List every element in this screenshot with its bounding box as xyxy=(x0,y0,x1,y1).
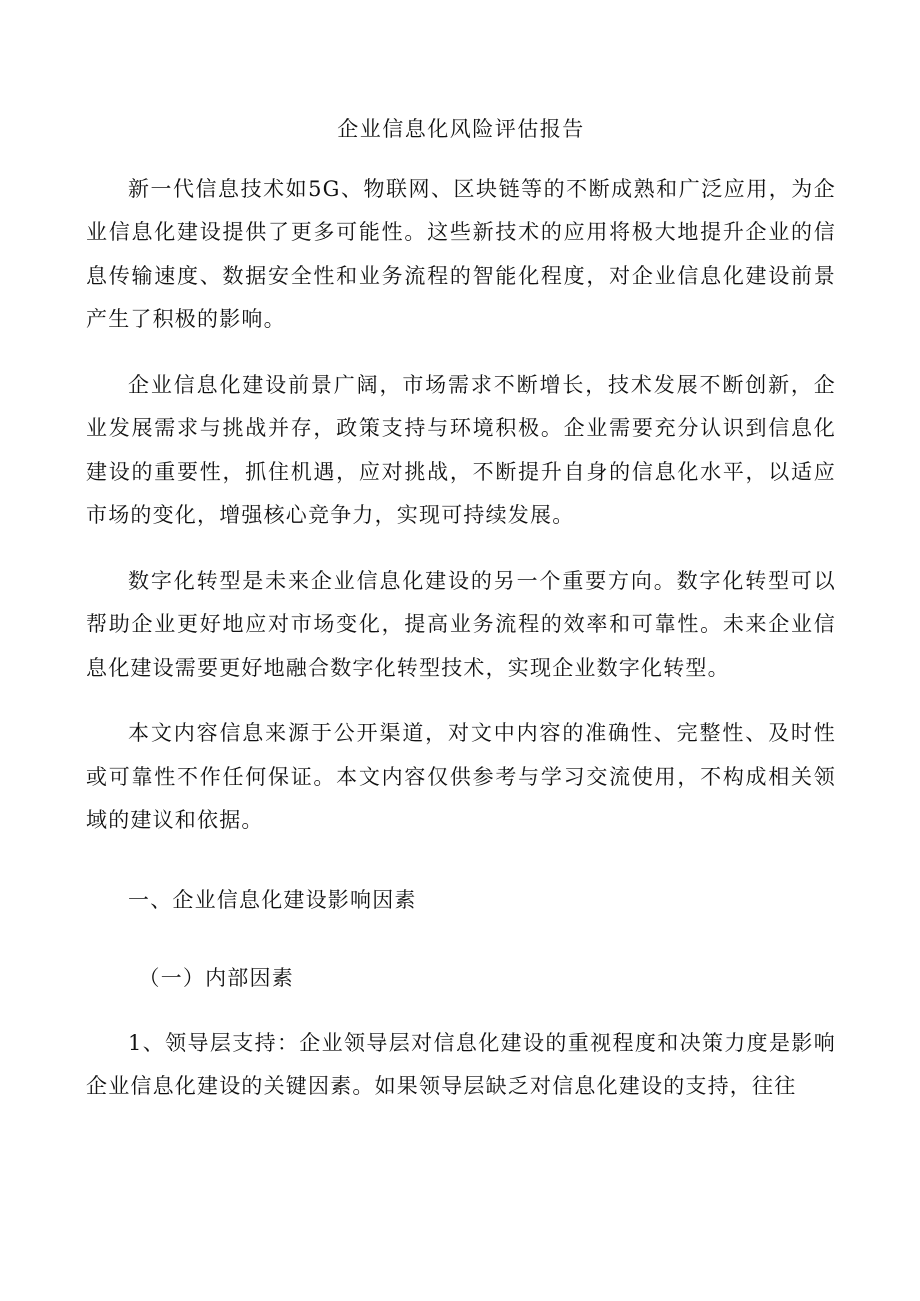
paragraph-prospects: 企业信息化建设前景广阔，市场需求不断增长，技术发展不断创新，企业发展需求与挑战并存，政策支持与环境积极。企业需要充分认识到信息化建设的重要性，抓住机遇，应对挑战，不断提升自身的信息化水平，以适应市场的变化，增强核心竞争力，实现可持续发展。 xyxy=(86,372,836,527)
document-title: 企业信息化风险评估报告 xyxy=(337,117,585,141)
paragraph-new-tech: 新一代信息技术如5G、物联网、区块链等的不断成熟和广泛应用，为企业信息化建设提供了更多可能性。这些新技术的应用将极大地提升企业的信息传输速度、数据安全性和业务流程的智能化程度，对企业信息化建设前景产生了积极的影响。 xyxy=(86,176,836,331)
paragraph-digital-transformation: 数字化转型是未来企业信息化建设的另一个重要方向。数字化转型可以帮助企业更好地应对市场变化，提高业务流程的效率和可靠性。未来企业信息化建设需要更好地融合数字化转型技术，实现企业数字化转型。 xyxy=(86,568,836,680)
section-heading: 一、企业信息化建设影响因素 xyxy=(128,887,417,912)
document-body xyxy=(86,108,836,1109)
subsection-heading: （一）内部因素 xyxy=(138,966,294,990)
paragraph-leadership-support: 1、领导层支持：企业领导层对信息化建设的重视程度和决策力度是影响企业信息化建设的关键因素。如果领导层缺乏对信息化建设的支持，往往 xyxy=(86,1030,836,1098)
paragraph-disclaimer: 本文内容信息来源于公开渠道，对文中内容的准确性、完整性、及时性或可靠性不作任何保证。本文内容仅供参考与学习交流使用，不构成相关领域的建议和依据。 xyxy=(86,721,836,832)
